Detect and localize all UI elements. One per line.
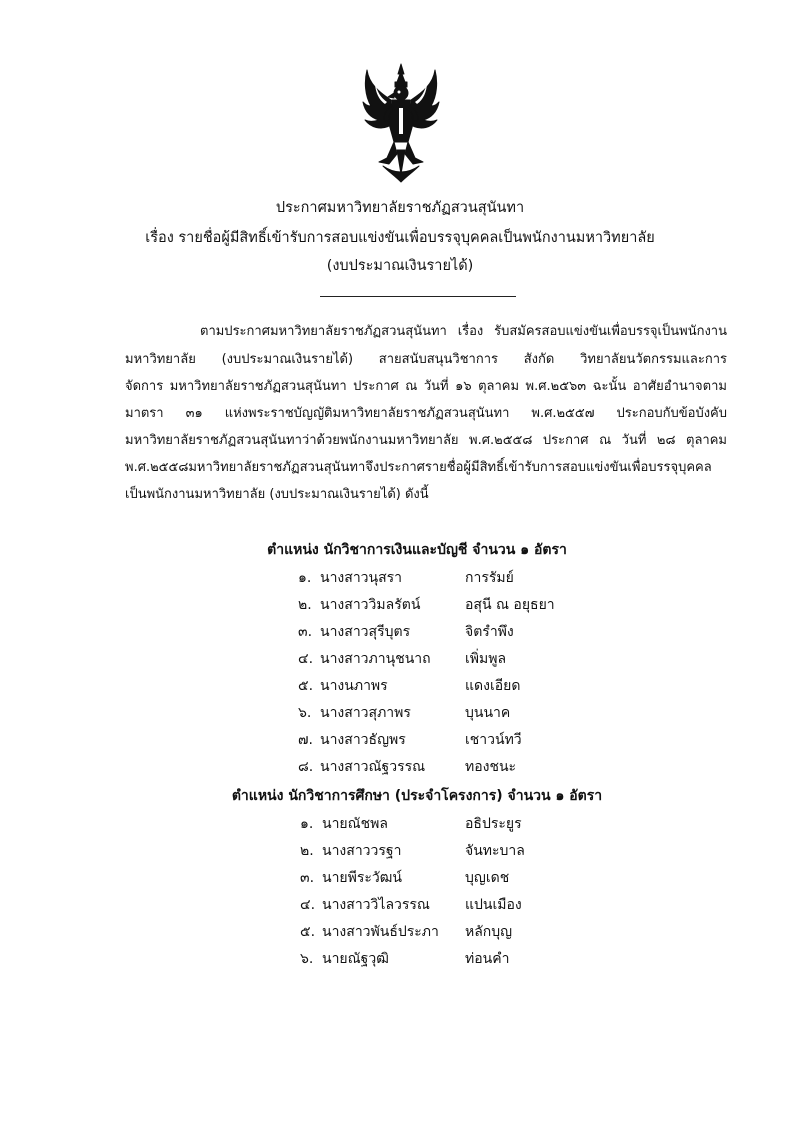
body-line-6: พ.ศ.๒๕๕๘มหาวิทยาลัยราชภัฏสวนสุนันทาจึงประกาศรายชื่อผู้มีสิทธิ์เข้ารับการสอบแข่งขันเพื่อบรรจุบุคคล: [125, 460, 712, 475]
row-number: ๒.: [300, 843, 314, 859]
row-number: ๒.: [298, 597, 312, 613]
row-family-name: จันทะบาล: [465, 843, 525, 859]
row-given-name: นางสาววิไลวรรณ: [322, 897, 430, 913]
row-family-name: บุนนาค: [465, 705, 511, 721]
row-given-name: นายณัชพล: [322, 816, 388, 832]
row-number: ๔.: [300, 897, 316, 913]
row-number: ๔.: [298, 651, 314, 667]
row-given-name: นางสาววิมลรัตน์: [320, 597, 421, 613]
row-family-name: อสุนี ณ อยุธยา: [465, 597, 555, 613]
row-given-name: นางสาวธัญพร: [320, 732, 406, 748]
row-number: ๓.: [300, 870, 315, 886]
row-number: ๕.: [298, 678, 314, 694]
row-given-name: นายพีระวัฒน์: [322, 870, 402, 886]
body-line-7: เป็นพนักงานมหาวิทยาลัย (งบประมาณเงินรายได้) ดังนี้: [125, 487, 429, 502]
row-number: ๖.: [300, 951, 314, 967]
row-family-name: หลักบุญ: [465, 924, 513, 940]
row-family-name: แดงเอียด: [465, 678, 521, 694]
row-family-name: อธิประยูร: [465, 816, 522, 832]
announcement-title: ประกาศมหาวิทยาลัยราชภัฏสวนสุนันทา: [275, 200, 525, 216]
row-given-name: นางสาวนุสรา: [320, 570, 403, 586]
row-given-name: นางสาวสุรีบุตร: [320, 624, 411, 640]
row-family-name: ท่อนคำ: [465, 951, 510, 967]
row-given-name: นางสาวพันธ์ประภา: [322, 924, 439, 940]
row-family-name: ทองชนะ: [465, 759, 517, 775]
body-line-5: มหาวิทยาลัยราชภัฏสวนสุนันทาว่าด้วยพนักงานมหาวิทยาลัย พ.ศ.๒๕๕๘ ประกาศ ณ วันที่ ๒๘ ตุลาคม: [125, 433, 727, 448]
row-family-name: การรัมย์: [465, 570, 514, 586]
row-given-name: นางนภาพร: [320, 678, 388, 694]
body-line-4: มาตรา ๓๑ แห่งพระราชบัญญัติมหาวิทยาลัยราชภัฏสวนสุนันทา พ.ศ.๒๕๕๗ ประกอบกับข้อบังคับ: [125, 406, 727, 421]
garuda-emblem-icon: [361, 62, 441, 184]
row-family-name: เชาวน์ทวี: [465, 732, 522, 748]
row-number: ๑.: [298, 570, 312, 586]
row-given-name: นางสาวณัฐวรรณ: [320, 759, 426, 775]
section-title-finance: ตำแหน่ง นักวิชาการเงินและบัญชี จำนวน ๑ อัตรา: [267, 542, 567, 558]
row-number: ๗.: [298, 732, 313, 748]
body-line-2: มหาวิทยาลัย (งบประมาณเงินรายได้) สายสนับสนุนวิชาการ สังกัด วิทยาลัยนวัตกรรมและการ: [125, 352, 727, 367]
announcement-budget: (งบประมาณเงินรายได้): [326, 258, 474, 274]
announcement-subject: เรื่อง รายชื่อผู้มีสิทธิ์เข้ารับการสอบแข่งขันเพื่อบรรจุบุคคลเป็นพนักงานมหาวิทยาลัย: [145, 230, 655, 246]
header-divider: [320, 296, 516, 297]
body-line-1: ตามประกาศมหาวิทยาลัยราชภัฏสวนสุนันทา เรื่อง รับสมัครสอบแข่งขันเพื่อบรรจุเป็นพนักงาน: [200, 324, 727, 339]
row-family-name: จิตรำพึง: [465, 624, 514, 640]
row-number: ๘.: [298, 759, 314, 775]
row-given-name: นางสาววรฐา: [322, 843, 402, 859]
body-line-3: จัดการ มหาวิทยาลัยราชภัฏสวนสุนันทา ประกาศ ณ วันที่ ๑๖ ตุลาคม พ.ศ.๒๕๖๓ ฉะนั้น อาศัยอำนาจตาม: [125, 379, 727, 394]
row-family-name: เพิ่มพูล: [465, 651, 507, 667]
row-family-name: บุญเดช: [465, 870, 510, 886]
row-number: ๓.: [298, 624, 313, 640]
row-given-name: นายณัฐวุฒิ: [322, 951, 389, 967]
section-title-education: ตำแหน่ง นักวิชาการศึกษา (ประจำโครงการ) จำนวน ๑ อัตรา: [231, 788, 603, 804]
row-given-name: นางสาวภานุชนาถ: [320, 651, 431, 667]
row-number: ๑.: [300, 816, 314, 832]
row-number: ๖.: [298, 705, 312, 721]
row-given-name: นางสาวสุภาพร: [320, 705, 411, 721]
row-number: ๕.: [300, 924, 316, 940]
row-family-name: แปนเมือง: [465, 897, 522, 913]
